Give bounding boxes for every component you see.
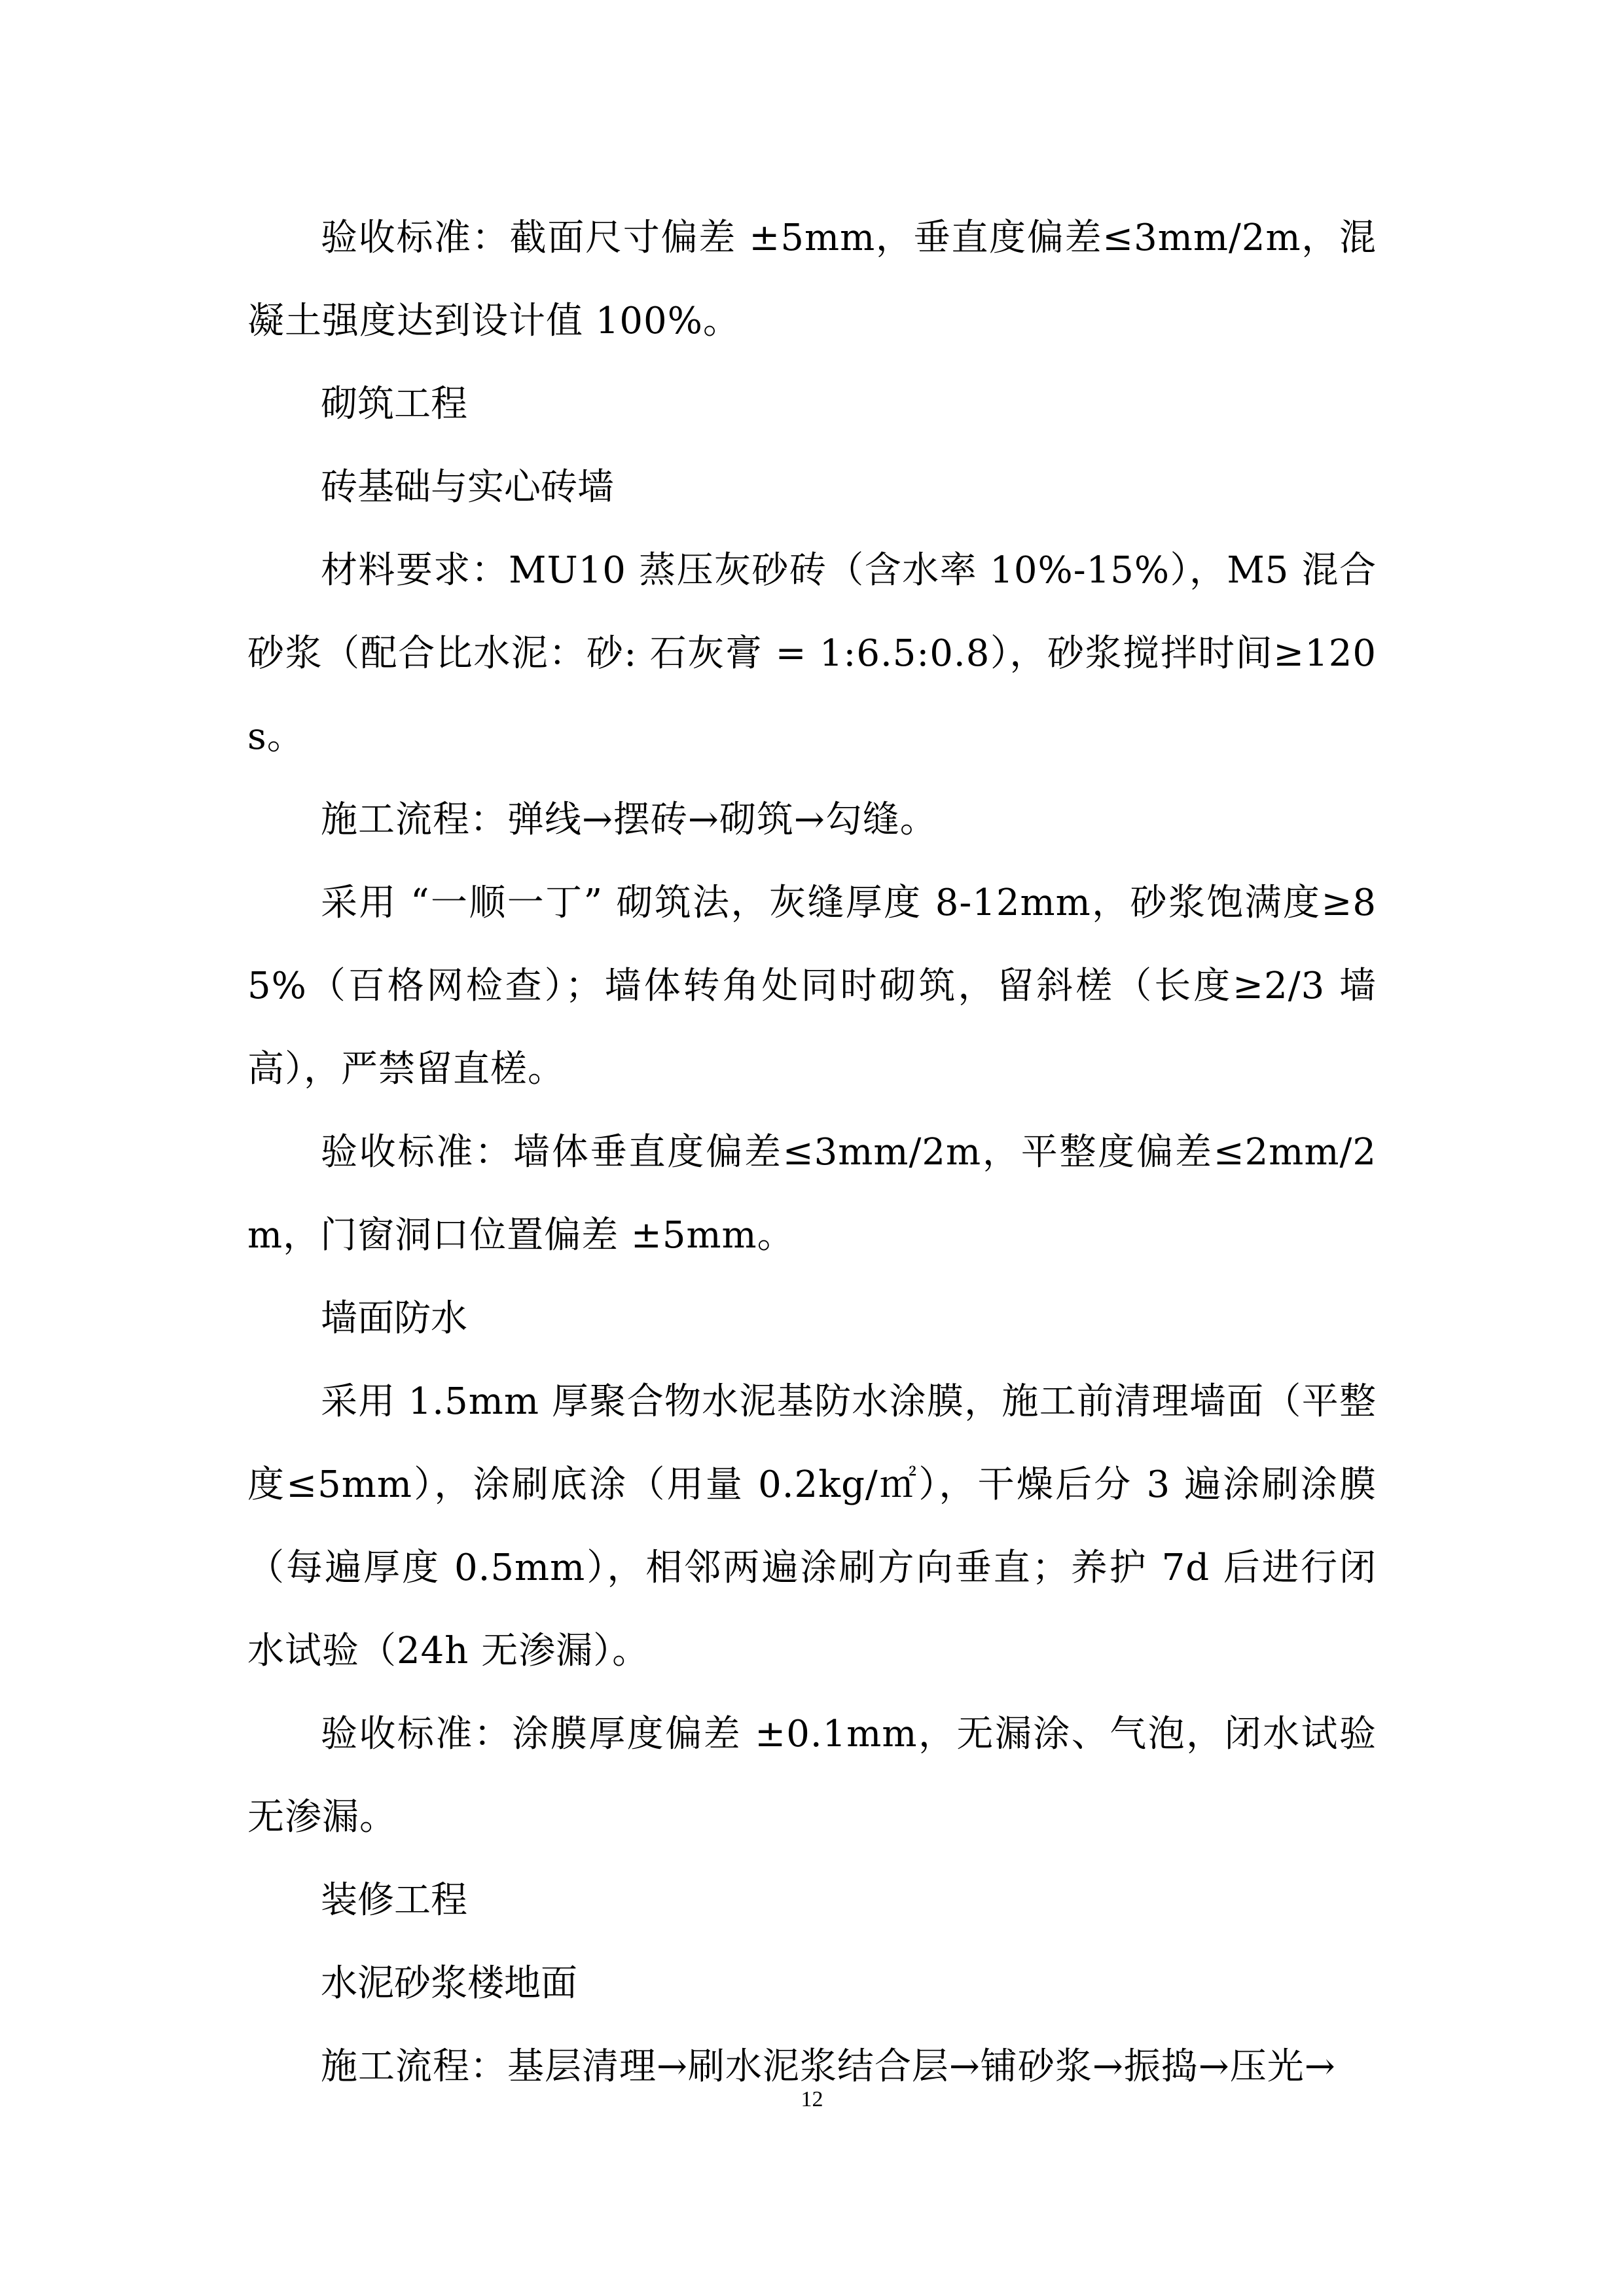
paragraph-masonry-process: 施工流程：弹线→摆砖→砌筑→勾缝。 <box>321 798 937 841</box>
paragraph-waterproofing-method: 采用 1.5mm 厚聚合物水泥基防水涂膜，施工前清理墙面（平整度≤5mm），涂刷底涂（用量 0.2kg/㎡），干燥后分 3 遍涂刷涂膜（每遍厚度 0.5mm），相邻两遍涂刷方向垂直；养护 7d 后进行闭水试验（24h 无渗漏）。 <box>247 1380 1377 1672</box>
paragraph-masonry-acceptance: 验收标准：墙体垂直度偏差≤3mm/2m，平整度偏差≤2mm/2m，门窗洞口位置偏差 ±5mm。 <box>247 1131 1377 1257</box>
section-heading-decoration: 装修工程 <box>321 1879 467 1922</box>
subsection-heading-cement-floor: 水泥砂浆楼地面 <box>321 1962 577 2005</box>
subsection-heading-wall-waterproofing: 墙面防水 <box>321 1297 467 1340</box>
page-number: 12 <box>801 2087 823 2111</box>
paragraph-acceptance-column: 验收标准：截面尺寸偏差 ±5mm，垂直度偏差≤3mm/2m，混凝土强度达到设计值 100%。 <box>247 217 1377 342</box>
paragraph-waterproofing-acceptance: 验收标准：涂膜厚度偏差 ±0.1mm，无漏涂、气泡，闭水试验无渗漏。 <box>247 1713 1377 1839</box>
paragraph-masonry-method: 采用 “一顺一丁” 砌筑法，灰缝厚度 8-12mm，砂浆饱满度≥85%（百格网检查）；墙体转角处同时砌筑，留斜槎（长度≥2/3 墙高），严禁留直槎。 <box>247 882 1377 1090</box>
document-body <box>247 196 1377 2108</box>
paragraph-floor-process: 施工流程：基层清理→刷水泥浆结合层→铺砂浆→振捣→压光→ <box>321 2045 1336 2088</box>
paragraph-material-requirements: 材料要求：MU10 蒸压灰砂砖（含水率 10%-15%），M5 混合砂浆（配合比水泥：砂: 石灰膏 = 1:6.5:0.8），砂浆搅拌时间≥120s。 <box>247 549 1377 758</box>
subsection-heading-brick-wall: 砖基础与实心砖墙 <box>321 466 614 509</box>
section-heading-masonry: 砌筑工程 <box>321 383 467 425</box>
